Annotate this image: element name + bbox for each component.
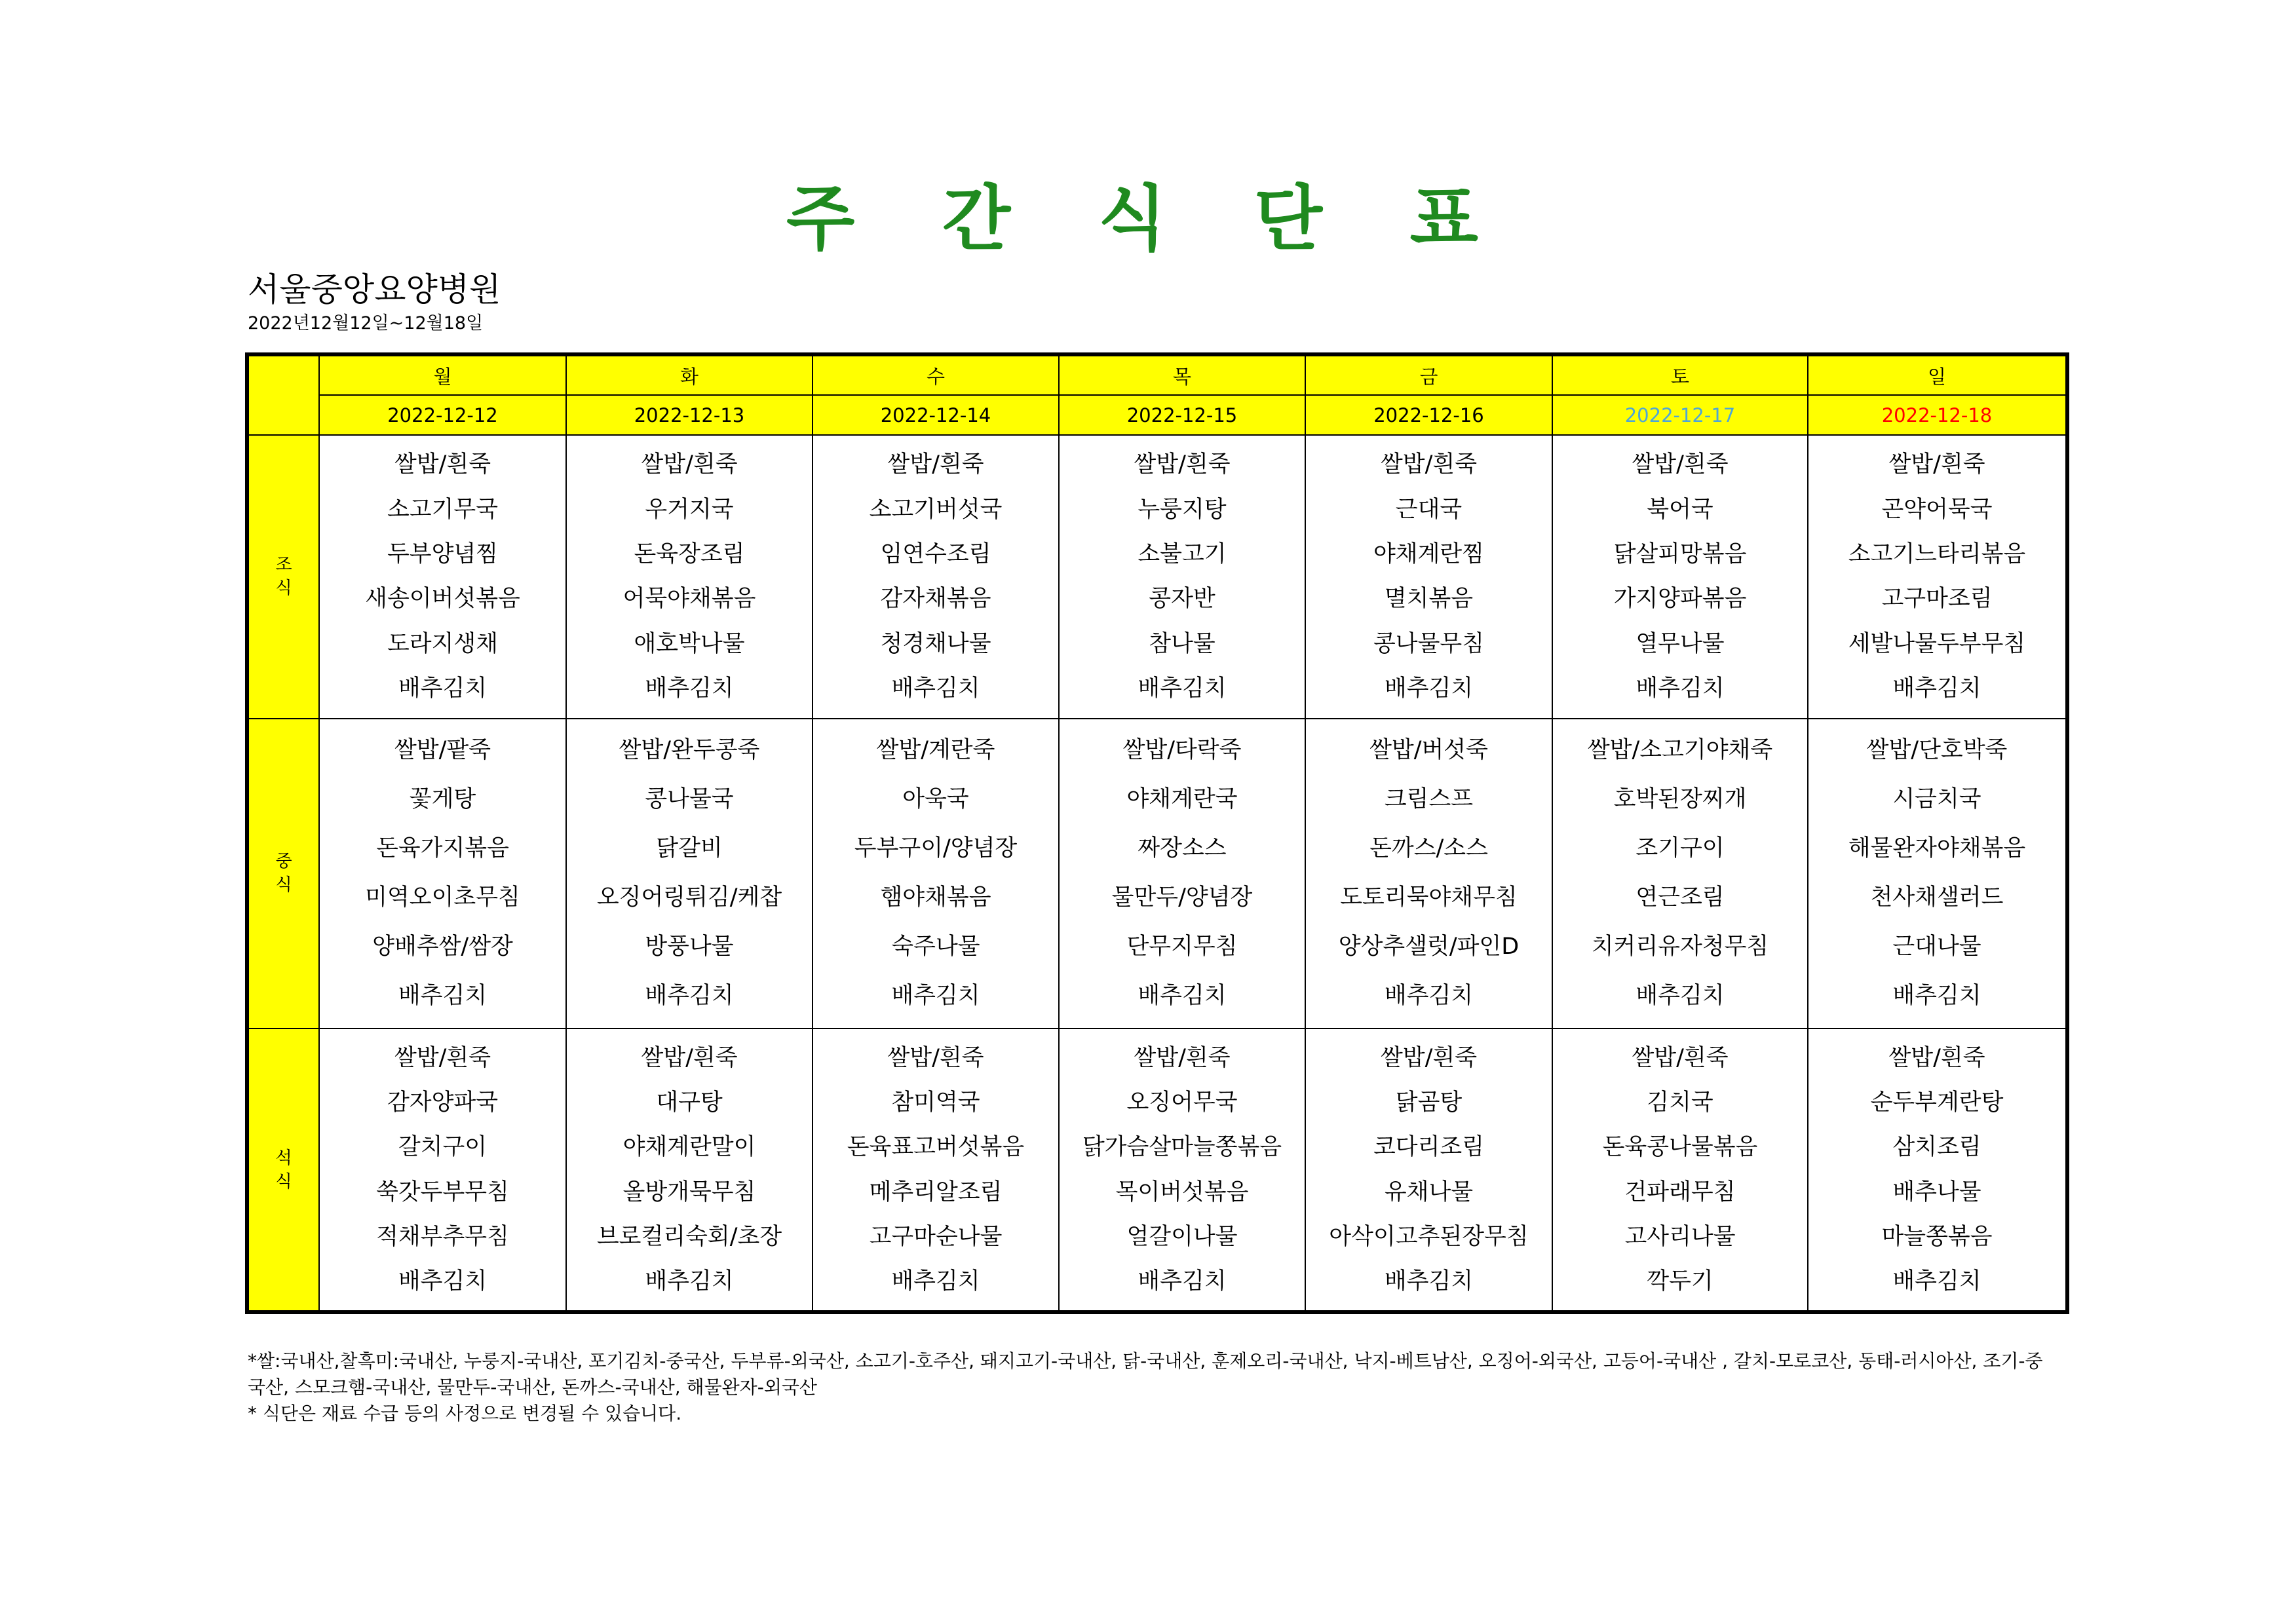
menu-item: 배추김치 (1892, 983, 1981, 1010)
menu-item: 콩나물무침 (1373, 630, 1485, 657)
menu-item: 닭가슴살마늘쫑볶음 (1082, 1134, 1282, 1161)
menu-cell (1059, 1029, 1305, 1312)
day-name: 목 (1059, 354, 1305, 395)
meal-label (247, 719, 319, 1029)
menu-item: 고사리나물 (1624, 1223, 1736, 1250)
menu-item: 참나물 (1149, 630, 1215, 657)
corner-cell (247, 354, 319, 435)
origin-note: *쌀:국내산,찰흑미:국내산, 누룽지-국내산, 포기김치-중국산, 두부류-외국산, 소고기-호주산, 돼지고기-국내산, 닭-국내산, 훈제오리-국내산, 낙지-베트남산, 오징어-외국산, 고등어-국내산 , 갈치-모로코산, 동태-러시아산, 조기-중국산, 스모크햄-국내산, 물만두-국내산, 돈까스-국내산, 해물완자-외국산 (248, 1350, 2043, 1398)
menu-item: 적채부추무침 (376, 1223, 509, 1250)
menu-item: 미역오이초무침 (365, 884, 520, 911)
menu-item: 감자양파국 (387, 1089, 499, 1116)
menu-item: 쌀밥/흰죽 (1134, 451, 1231, 478)
menu-item: 쌀밥/완두콩죽 (619, 737, 760, 764)
date-cell: 2022-12-13 (566, 395, 813, 434)
menu-cell (1552, 435, 1808, 719)
menu-item: 어묵야채볶음 (622, 586, 756, 613)
meal-row (247, 1029, 2067, 1312)
menu-item: 쌀밥/타락죽 (1122, 737, 1242, 764)
menu-item: 순두부계란탕 (1870, 1089, 2004, 1116)
menu-item: 돈육콩나물볶음 (1602, 1134, 1758, 1161)
menu-item: 배추나물 (1892, 1179, 1981, 1205)
menu-item: 닭곰탕 (1395, 1089, 1463, 1116)
menu-item: 소불고기 (1138, 540, 1227, 567)
menu-item: 건파래무침 (1624, 1179, 1736, 1205)
menu-cell (319, 435, 566, 719)
menu-item: 쌀밥/흰죽 (641, 451, 738, 478)
menu-item: 쌀밥/흰죽 (1888, 1044, 1985, 1071)
menu-item: 쌀밥/소고기야채죽 (1587, 737, 1773, 764)
menu-item: 배추김치 (1892, 1268, 1981, 1295)
menu-item: 근대국 (1395, 496, 1463, 523)
date-cell: 2022-12-17 (1552, 395, 1808, 434)
menu-cell (566, 1029, 813, 1312)
menu-item: 얼갈이나물 (1126, 1223, 1238, 1250)
menu-item: 시금치국 (1892, 786, 1981, 813)
menu-item: 세발나물두부무침 (1848, 630, 2026, 657)
menu-item: 양상추샐럿/파인D (1338, 934, 1520, 960)
menu-item: 닭살피망볶음 (1613, 540, 1747, 567)
menu-cell (1305, 1029, 1552, 1312)
menu-item: 돈까스/소스 (1369, 835, 1488, 862)
menu-item: 짜장소스 (1138, 835, 1227, 862)
menu-item: 배추김치 (1892, 675, 1981, 702)
menu-item: 메추리알조림 (869, 1179, 1003, 1205)
day-header-row (247, 354, 2067, 395)
menu-item: 갈치구이 (398, 1134, 488, 1161)
menu-item: 돈육장조림 (634, 540, 745, 567)
menu-item: 배추김치 (1384, 1268, 1474, 1295)
menu-item: 물만두/양념장 (1111, 884, 1253, 911)
day-name: 금 (1305, 354, 1552, 395)
menu-item: 야채계란말이 (622, 1134, 756, 1161)
menu-cell (1808, 435, 2067, 719)
menu-item: 콩자반 (1149, 586, 1215, 613)
menu-item: 쌀밥/흰죽 (394, 451, 491, 478)
date-cell: 2022-12-12 (319, 395, 566, 434)
menu-cell (319, 1029, 566, 1312)
menu-item: 고구마순나물 (869, 1223, 1003, 1250)
menu-item: 쌀밥/흰죽 (1380, 1044, 1478, 1071)
menu-item: 배추김치 (1384, 983, 1474, 1010)
menu-item: 돈육표고버섯볶음 (847, 1134, 1025, 1161)
menu-item: 가지양파볶음 (1613, 586, 1747, 613)
menu-cell (1552, 1029, 1808, 1312)
menu-item: 배추김치 (1384, 675, 1474, 702)
menu-item: 쌀밥/흰죽 (1632, 1044, 1729, 1071)
meal-row (247, 719, 2067, 1029)
menu-item: 임연수조림 (880, 540, 991, 567)
menu-item: 쌀밥/단호박죽 (1866, 737, 2008, 764)
menu-item: 배추김치 (1138, 1268, 1227, 1295)
menu-item: 청경채나물 (880, 630, 991, 657)
menu-cell (813, 719, 1059, 1029)
menu-item: 쌀밥/흰죽 (887, 451, 984, 478)
menu-item: 쌀밥/흰죽 (1134, 1044, 1231, 1071)
menu-item: 방풍나물 (645, 934, 734, 960)
change-note: * 식단은 재료 수급 등의 사정으로 변경될 수 있습니다. (248, 1403, 682, 1424)
menu-item: 감자채볶음 (880, 586, 991, 613)
menu-item: 배추김치 (398, 675, 488, 702)
menu-item: 콩나물국 (645, 786, 734, 813)
menu-item: 배추김치 (398, 1268, 488, 1295)
menu-item: 고구마조림 (1881, 586, 1993, 613)
meal-label-text: 조 식 (275, 555, 292, 599)
menu-item: 배추김치 (1636, 675, 1725, 702)
menu-item: 곤약어묵국 (1881, 496, 1993, 523)
menu-item: 소고기버섯국 (869, 496, 1003, 523)
menu-cell (1808, 719, 2067, 1029)
menu-item: 단무지무침 (1126, 934, 1238, 960)
menu-cell (1305, 719, 1552, 1029)
date-cell: 2022-12-15 (1059, 395, 1305, 434)
menu-cell (1552, 719, 1808, 1029)
menu-item: 연근조림 (1636, 884, 1725, 911)
menu-item: 누룽지탕 (1138, 496, 1227, 523)
menu-item: 우거지국 (645, 496, 734, 523)
menu-item: 마늘쫑볶음 (1881, 1223, 1993, 1250)
menu-item: 참미역국 (891, 1089, 980, 1116)
menu-item: 열무나물 (1636, 630, 1725, 657)
menu-item: 배추김치 (891, 983, 980, 1010)
menu-cell (319, 719, 566, 1029)
menu-item: 배추김치 (891, 1268, 980, 1295)
menu-item: 아삭이고추된장무침 (1329, 1223, 1529, 1250)
menu-item: 조기구이 (1636, 835, 1725, 862)
menu-item: 야채계란찜 (1373, 540, 1485, 567)
date-cell: 2022-12-16 (1305, 395, 1552, 434)
menu-item: 소고기무국 (387, 496, 499, 523)
menu-item: 쌀밥/흰죽 (1632, 451, 1729, 478)
menu-item: 깍두기 (1647, 1268, 1713, 1295)
menu-item: 쌀밥/흰죽 (394, 1044, 491, 1071)
weekly-menu-table (245, 352, 2069, 1314)
day-name: 일 (1808, 354, 2067, 395)
menu-item: 아욱국 (902, 786, 969, 813)
menu-cell (1808, 1029, 2067, 1312)
day-name: 수 (813, 354, 1059, 395)
menu-item: 두부양념찜 (387, 540, 499, 567)
date-cell: 2022-12-14 (813, 395, 1059, 434)
menu-item: 배추김치 (891, 675, 980, 702)
menu-item: 멸치볶음 (1384, 586, 1474, 613)
menu-item: 쌀밥/계란죽 (876, 737, 995, 764)
menu-item: 오징어무국 (1126, 1089, 1238, 1116)
menu-item: 유채나물 (1384, 1179, 1474, 1205)
menu-item: 호박된장찌개 (1613, 786, 1747, 813)
menu-cell (813, 435, 1059, 719)
meal-label-text: 중 식 (275, 852, 292, 896)
menu-item: 삼치조림 (1892, 1134, 1981, 1161)
menu-item: 두부구이/양념장 (854, 835, 1018, 862)
day-name: 월 (319, 354, 566, 395)
menu-item: 햄야채볶음 (880, 884, 991, 911)
date-cell: 2022-12-18 (1808, 395, 2067, 434)
menu-item: 돈육가지볶음 (376, 835, 509, 862)
menu-item: 양배추쌈/쌈장 (372, 934, 513, 960)
menu-item: 쌀밥/팥죽 (394, 737, 491, 764)
menu-item: 오징어링튀김/케찹 (596, 884, 782, 911)
menu-item: 코다리조림 (1373, 1134, 1485, 1161)
page-title: 주 간 식 단 표 (786, 178, 1510, 260)
menu-item: 꽃게탕 (409, 786, 476, 813)
menu-item: 애호박나물 (634, 630, 745, 657)
menu-item: 쑥갓두부무침 (376, 1179, 509, 1205)
menu-item: 배추김치 (645, 1268, 734, 1295)
menu-cell (1305, 435, 1552, 719)
day-name: 토 (1552, 354, 1808, 395)
menu-item: 천사채샐러드 (1870, 884, 2004, 911)
meal-label-text: 석 식 (275, 1148, 292, 1192)
menu-item: 목이버섯볶음 (1115, 1179, 1249, 1205)
menu-item: 배추김치 (1138, 983, 1227, 1010)
menu-cell (1059, 719, 1305, 1029)
notes (248, 1348, 2056, 1427)
menu-item: 쌀밥/버섯죽 (1369, 737, 1488, 764)
menu-item: 대구탕 (656, 1089, 723, 1116)
menu-item: 북어국 (1647, 496, 1713, 523)
date-range: 2022년12월12일~12월18일 (248, 313, 484, 333)
menu-item: 배추김치 (1636, 983, 1725, 1010)
menu-item: 쌀밥/흰죽 (641, 1044, 738, 1071)
menu-cell (813, 1029, 1059, 1312)
menu-item: 김치국 (1647, 1089, 1713, 1116)
menu-cell (566, 435, 813, 719)
menu-item: 근대나물 (1892, 934, 1981, 960)
menu-item: 새송이버섯볶음 (365, 586, 520, 613)
menu-item: 브로컬리숙회/초장 (596, 1223, 782, 1250)
hospital-name: 서울중앙요양병원 (248, 271, 501, 309)
day-name: 화 (566, 354, 813, 395)
menu-item: 야채계란국 (1126, 786, 1238, 813)
menu-item: 올방개묵무침 (622, 1179, 756, 1205)
meal-label (247, 435, 319, 719)
menu-item: 소고기느타리볶음 (1848, 540, 2026, 567)
menu-cell (1059, 435, 1305, 719)
menu-item: 배추김치 (645, 675, 734, 702)
menu-item: 배추김치 (1138, 675, 1227, 702)
menu-item: 숙주나물 (891, 934, 980, 960)
menu-item: 배추김치 (398, 983, 488, 1010)
menu-item: 도라지생채 (387, 630, 499, 657)
meal-row (247, 435, 2067, 719)
meal-label (247, 1029, 319, 1312)
menu-item: 해물완자야채볶음 (1848, 835, 2026, 862)
menu-item: 쌀밥/흰죽 (1888, 451, 1985, 478)
menu-cell (566, 719, 813, 1029)
menu-item: 쌀밥/흰죽 (1380, 451, 1478, 478)
menu-item: 배추김치 (645, 983, 734, 1010)
menu-item: 쌀밥/흰죽 (887, 1044, 984, 1071)
date-header-row (247, 395, 2067, 434)
menu-item: 닭갈비 (656, 835, 723, 862)
menu-item: 도토리묵야채무침 (1340, 884, 1518, 911)
menu-item: 크림스프 (1384, 786, 1474, 813)
menu-item: 치커리유자청무침 (1591, 934, 1769, 960)
